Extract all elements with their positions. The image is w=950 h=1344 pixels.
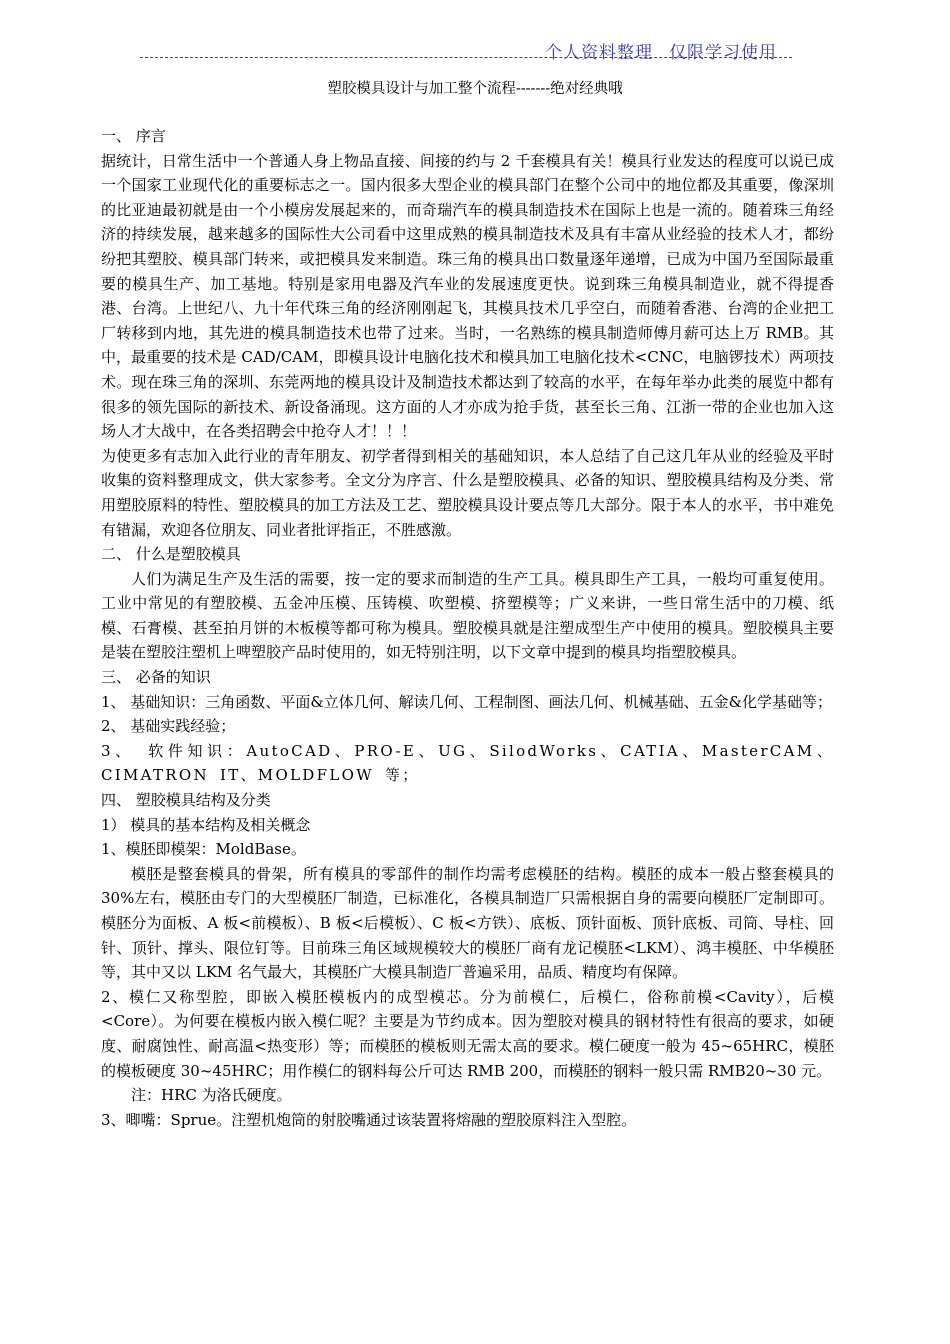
list-item: 3、 软件知识：AutoCAD、PRO-E、UG、SilodWorks、CATIA、MasterCAM、CIMATRON IT、MOLDFLOW 等； [101,741,834,785]
paragraph: 模胚是整套模具的骨架，所有模具的零部件的制作均需考虑模胚的结构。模胚的成本一般占整套模具的 30%左右，模胚由专门的大型模胚厂制造，已标准化，各模具制造厂只需根据自身的需要向模胚厂定制即可。模胚分为面板、A 板<前模板）、B 板<后模板）、C 板<方铁）、底板、顶针面板、顶针底板、司筒、导柱、回针、顶针、撑头、限位钉等。目前珠三角区域规模较大的模胚厂商有龙记模胚<LKM）、鸿丰模胚、中华模胚等，其中又以 LKM 名气最大，其模胚广大模具制造厂普遍采用，品质、精度均有保障。 [101,864,834,982]
section-heading: 二、 什么是塑胶模具 [101,545,241,564]
list-item: 1、模胚即模架：MoldBase。 [101,840,306,859]
section-heading: 一、 序言 [101,127,166,145]
note: 注：HRC 为洛氏硬度。 [131,1086,292,1105]
section-heading: 三、 必备的知识 [101,668,211,687]
section-heading: 四、 塑胶模具结构及分类 [101,791,271,810]
document-body [101,124,834,1132]
subsection-heading: 1） 模具的基本结构及相关概念 [101,815,311,834]
paragraph: 人们为满足生产及生活的需要，按一定的要求而制造的生产工具。模具即生产工具，一般均可重复使用。工业中常见的有塑胶模、五金冲压模、压铸模、吹塑模、挤塑模等；广义来讲，一些日常生活中的刀模、纸模、石膏模、甚至拍月饼的木板模等都可称为模具。塑胶模具就是注塑成型生产中使用的模具。塑胶模具主要是装在塑胶注塑机上啤塑胶产品时使用的，如无特别注明，以下文章中提到的模具均指塑胶模具。 [101,569,834,662]
page-header [545,38,777,63]
paragraph: 为使更多有志加入此行业的青年朋友、初学者得到相关的基础知识，本人总结了自己这几年从业的经验及平时收集的资料整理成文，供大家参考。全文分为序言、什么是塑胶模具、必备的知识、塑胶模具结构及分类、常用塑胶原料的特性、塑胶模具的加工方法及工艺、塑胶模具设计要点等几大部分。限于本人的水平，书中难免有错漏，欢迎各位朋友、同业者批评指正，不胜感激。 [101,446,834,539]
list-item: 2、模仁又称型腔，即嵌入模胚模板内的成型模芯。分为前模仁，后模仁，俗称前模<Cavity），后模<Core）。为何要在模板内嵌入模仁呢？主要是为节约成本。因为塑胶对模具的钢材特性有很高的要求，如硬度、耐腐蚀性、耐高温<热变形）等；而模胚的模板则无需太高的要求。模仁硬度一般为 45~65HRC，模胚的模板硬度 30~45HRC；用作模仁的钢料每公斤可达 RMB 200，而模胚的钢料一般只需 RMB20~30 元。 [101,987,834,1080]
header-left: 个人资料整理 [545,43,653,63]
paragraph: 据统计，日常生活中一个普通人身上物品直接、间接的约与 2 千套模具有关！模具行业发达的程度可以说已成一个国家工业现代化的重要标志之一。国内很多大型企业的模具部门在整个公司中的地位都及其重要，像深圳的比亚迪最初就是由一个小模房发展起来的，而奇瑞汽车的模具制造技术在国际上也是一流的。随着珠三角经济的持续发展，越来越多的国际性大公司看中这里成熟的模具制造技术及具有丰富从业经验的技术人才，都纷纷把其塑胶、模具部门转来，或把模具发来制造。珠三角的模具出口数量逐年递增，已成为中国乃至国际最重要的模具生产、加工基地。特别是家用电器及汽车业的发展速度更快。说到珠三角模具制造业，就不得提香港、台湾。上世纪八、九十年代珠三角的经济刚刚起飞，其模具技术几乎空白，而随着香港、台湾的企业把工厂转移到内地，其先进的模具制造技术也带了过来。当时，一名熟练的模具制造师傅月薪可达上万 RMB。其中，最重要的技术是 CAD/CAM，即模具设计电脑化技术和模具加工电脑化技术<CNC，电脑锣技术）两项技术。现在珠三角的深圳、东莞两地的模具设计及制造技术都达到了较高的水平，在每年举办此类的展览中都有很多的领先国际的新技术、新设备涌现。这方面的人才亦成为抢手货，甚至长三角、江浙一带的企业也加入这场人才大战中，在各类招聘会中抢夺人才！！！ [101,151,834,441]
list-item: 3、唧嘴：Sprue。注塑机炮筒的射胶嘴通过该装置将熔融的塑胶原料注入型腔。 [101,1110,637,1129]
list-item: 2、 基础实践经验； [101,717,236,736]
list-item: 1、 基础知识：三角函数、平面&立体几何、解读几何、工程制图、画法几何、机械基础、五金&化学基础等； [101,692,833,711]
document-title: 塑胶模具设计与加工整个流程-------绝对经典哦 [327,81,623,97]
header-right: 仅限学习使用 [669,43,777,63]
